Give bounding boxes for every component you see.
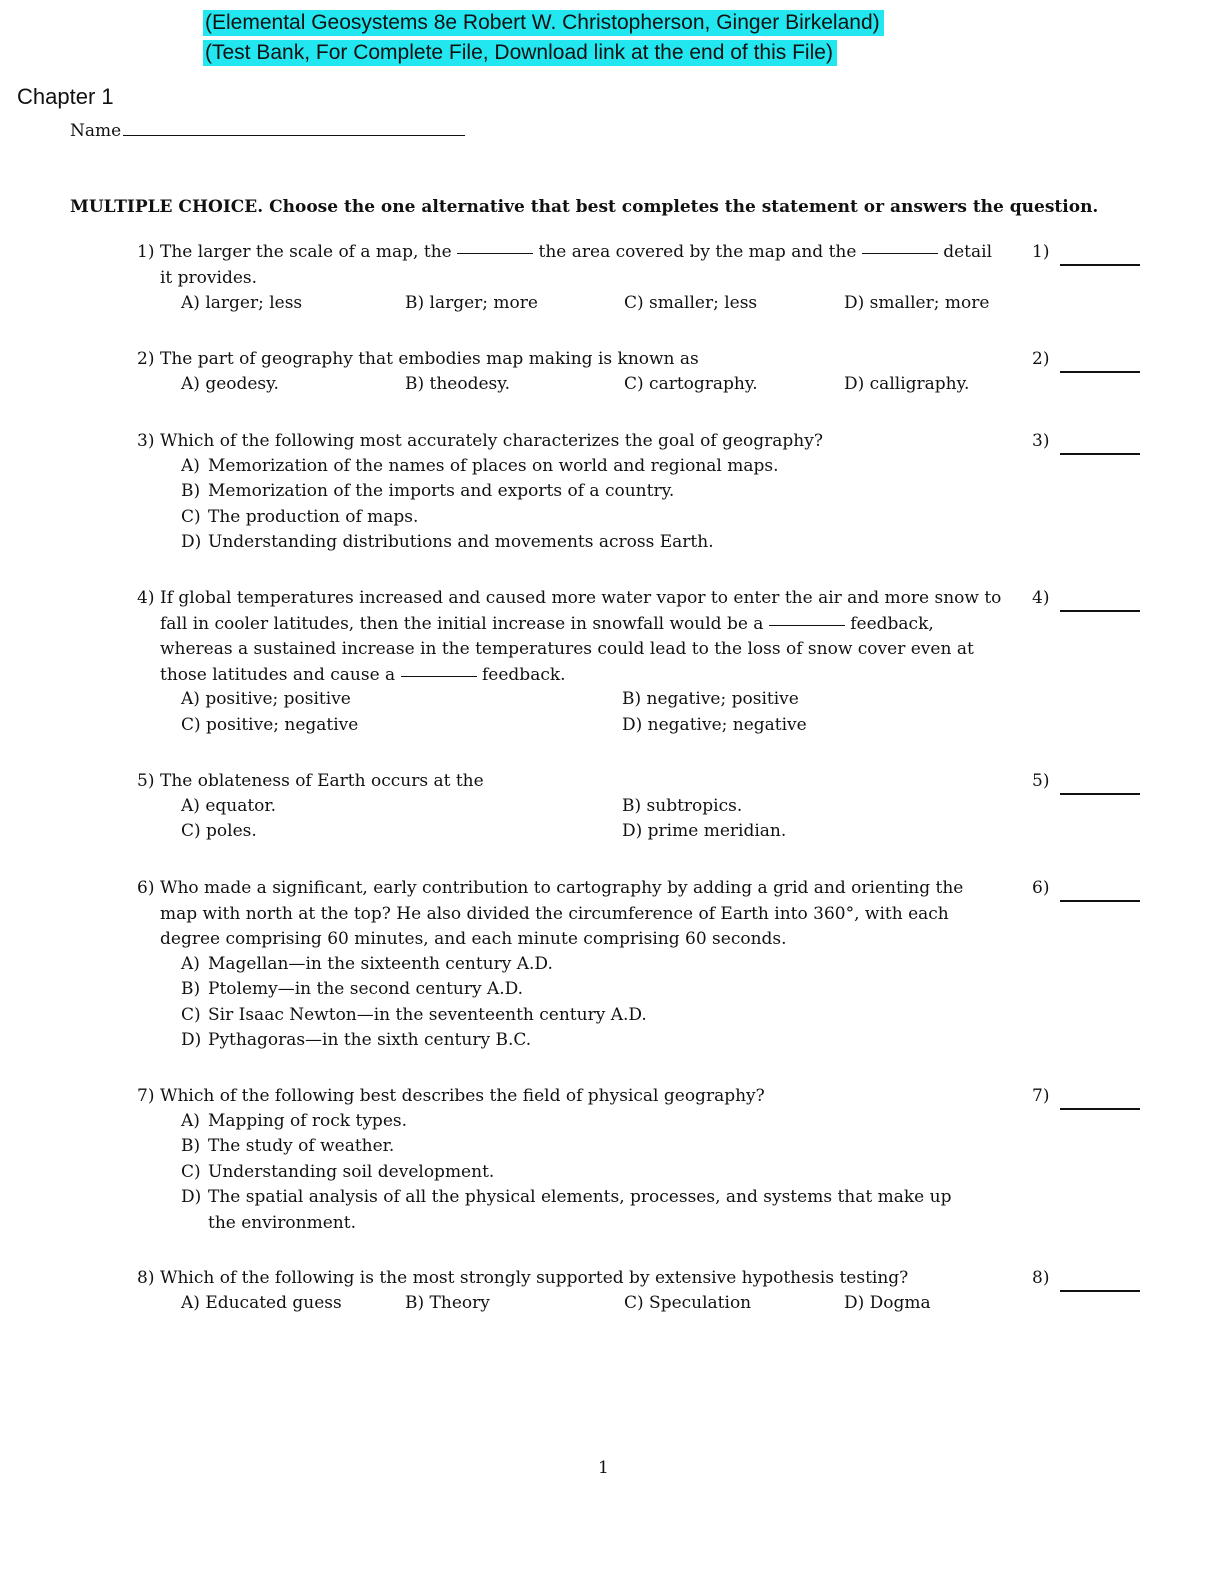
option: B) negative; positive: [622, 689, 799, 709]
chapter-title: Chapter 1: [17, 84, 114, 109]
fill-blank: [862, 252, 938, 254]
option: D) smaller; more: [844, 293, 990, 313]
answer-number: 6): [1032, 878, 1050, 898]
question-number: 5): [137, 771, 155, 791]
fill-blank: [401, 675, 477, 677]
answer-line: [1060, 1290, 1140, 1292]
option: B) Memorization of the imports and exports of a country.: [181, 481, 675, 501]
option: B) subtropics.: [622, 796, 743, 816]
answer-number: 4): [1032, 588, 1050, 608]
fill-blank: [769, 624, 845, 626]
header-line-2: (Test Bank, For Complete File, Download link at the end of this File): [203, 40, 837, 66]
answer-number: 7): [1032, 1086, 1050, 1106]
question-text: Which of the following most accurately characterizes the goal of geography?: [160, 431, 823, 451]
name-field: [70, 121, 465, 141]
option: B) Ptolemy—in the second century A.D.: [181, 979, 524, 999]
page-number: 1: [598, 1458, 609, 1478]
question-number: 1): [137, 242, 155, 262]
option: A) Memorization of the names of places on world and regional maps.: [181, 456, 779, 476]
option: C) The production of maps.: [181, 507, 419, 527]
question-text: Which of the following is the most strongly supported by extensive hypothesis testing?: [160, 1268, 909, 1288]
answer-line: [1060, 453, 1140, 455]
option: C) Speculation: [624, 1293, 752, 1313]
answer-number: 8): [1032, 1268, 1050, 1288]
option: C) smaller; less: [624, 293, 758, 313]
question-text: Which of the following best describes the field of physical geography?: [160, 1086, 765, 1106]
option: C) Understanding soil development.: [181, 1162, 495, 1182]
answer-number: 1): [1032, 242, 1050, 262]
question-text: The larger the scale of a map, the the area covered by the map and the detail it provides.: [160, 242, 993, 288]
fill-blank: [457, 252, 533, 254]
question-text: The part of geography that embodies map making is known as: [160, 349, 699, 369]
option: B) Theory: [405, 1293, 490, 1313]
option: A) Mapping of rock types.: [181, 1111, 408, 1131]
answer-line: [1060, 371, 1140, 373]
answer-line: [1060, 264, 1140, 266]
question-number: 7): [137, 1086, 155, 1106]
option: C) positive; negative: [181, 715, 359, 735]
answer-line: [1060, 1108, 1140, 1110]
question-text: The oblateness of Earth occurs at the: [160, 771, 484, 791]
answer-line: [1060, 610, 1140, 612]
option: C) poles.: [181, 821, 257, 841]
option: A) geodesy.: [181, 374, 279, 394]
option: C) Sir Isaac Newton—in the seventeenth century A.D.: [181, 1005, 647, 1025]
answer-number: 5): [1032, 771, 1050, 791]
option: D) Understanding distributions and movements across Earth.: [181, 532, 714, 552]
option: B) larger; more: [405, 293, 538, 313]
option: A) positive; positive: [181, 689, 351, 709]
question-number: 8): [137, 1268, 155, 1288]
header-line-1: (Elemental Geosystems 8e Robert W. Christopherson, Ginger Birkeland): [203, 10, 884, 36]
option: B) theodesy.: [405, 374, 511, 394]
option: C) cartography.: [624, 374, 758, 394]
question-text: Who made a significant, early contribution to cartography by adding a grid and orienting the map with north at the top? He also divided the circumference of Earth into 360°, with each degree comprising 60 minutes, and each minute comprising 60 seconds.: [160, 878, 964, 949]
instructions: MULTIPLE CHOICE. Choose the one alternative that best completes the statement or answers the question.: [70, 197, 1099, 217]
question-number: 2): [137, 349, 155, 369]
answer-line: [1060, 900, 1140, 902]
name-label: Name: [70, 121, 122, 141]
question-number: 4): [137, 588, 155, 608]
answer-number: 2): [1032, 349, 1050, 369]
answer-line: [1060, 793, 1140, 795]
option: D) The spatial analysis of all the physical elements, processes, and systems that make up the environment.: [181, 1187, 952, 1233]
option: D) Dogma: [844, 1293, 931, 1313]
option: D) prime meridian.: [622, 821, 787, 841]
option: A) Magellan—in the sixteenth century A.D.: [181, 954, 553, 974]
option: B) The study of weather.: [181, 1136, 395, 1156]
name-blank: [123, 134, 465, 136]
question-number: 3): [137, 431, 155, 451]
option: D) Pythagoras—in the sixth century B.C.: [181, 1030, 532, 1050]
answer-number: 3): [1032, 431, 1050, 451]
option: D) negative; negative: [622, 715, 807, 735]
question-number: 6): [137, 878, 155, 898]
option: A) equator.: [181, 796, 277, 816]
option: A) larger; less: [181, 293, 303, 313]
question-text: If global temperatures increased and caused more water vapor to enter the air and more snow to fall in cooler latitudes, then the initial increase in snowfall would be a feedback, whereas a sustained increase in the temperatures could lead to the loss of snow cover even at those latitudes and cause a feedback.: [160, 588, 1002, 685]
option: D) calligraphy.: [844, 374, 970, 394]
option: A) Educated guess: [181, 1293, 342, 1313]
